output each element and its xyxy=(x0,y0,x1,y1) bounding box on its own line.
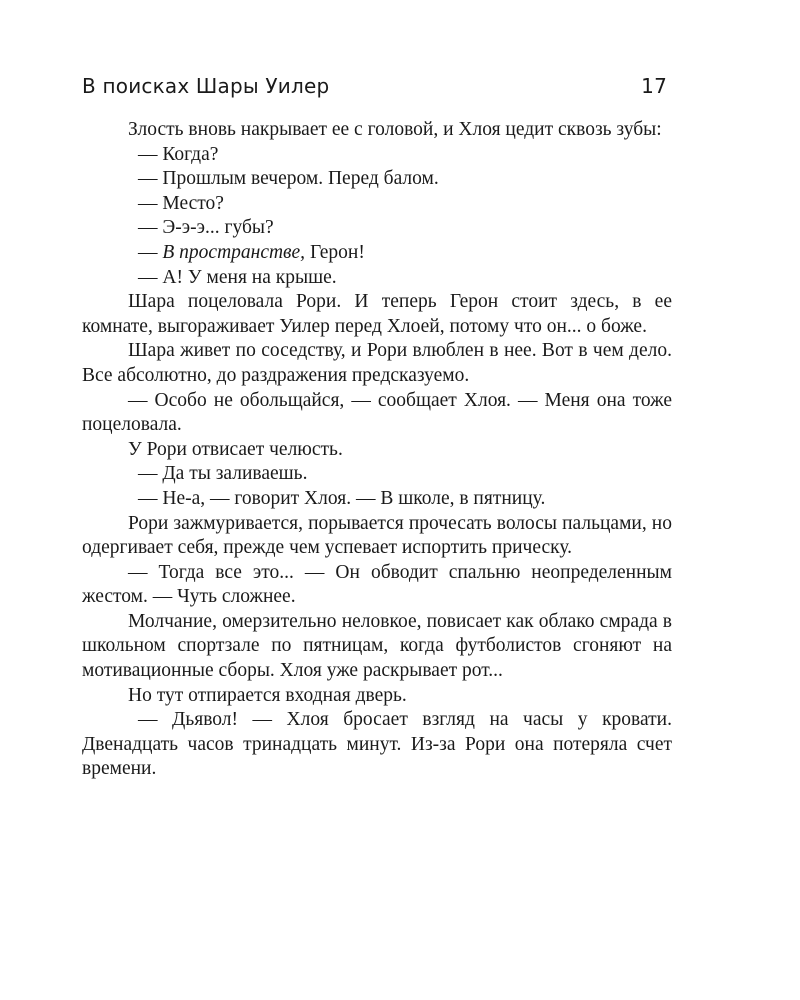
dialogue-line: — Не-а, — говорит Хлоя. — В школе, в пятницу. xyxy=(138,487,546,509)
paragraph: Шара живет по соседству, и Рори влюблен в нее. Вот в чем дело. Все абсолютно, до раздражения предсказуемо. xyxy=(82,340,672,386)
dialogue-dash: — xyxy=(138,241,163,263)
italic-phrase: В пространстве, xyxy=(162,241,306,263)
paragraph: Рори зажмуривается, порывается прочесать волосы пальцами, но одергивает себя, прежде чем успевает испортить прическу. xyxy=(82,512,672,559)
paragraph: Шара поцеловала Рори. И теперь Герон стоит здесь, в ее комнате, выгораживает Уилер перед Хлоей, потому что он... о боже. xyxy=(82,291,672,337)
dialogue-line xyxy=(82,241,672,266)
paragraph: Молчание, омерзительно неловкое, повисает как облако смрада в школьном спортзале по пятницам, когда футболистов сгоняют на мотивационные сборы. Хлоя уже раскрывает рот... xyxy=(82,610,672,682)
dialogue-tail: Герон! xyxy=(305,241,365,263)
dialogue-line: — Прошлым вечером. Перед балом. xyxy=(138,168,439,190)
paragraph: Но тут отпирается входная дверь. xyxy=(128,684,407,706)
page-number: 17 xyxy=(641,74,667,98)
dialogue-line: — Место? xyxy=(138,192,224,214)
paragraph: У Рори отвисает челюсть. xyxy=(128,438,343,460)
dialogue-line: — Когда? xyxy=(138,143,219,165)
dialogue-line: — Э-э-э... губы? xyxy=(138,217,274,239)
dialogue-line: — Особо не обольщайся, — сообщает Хлоя. — Меня она тоже поцеловала. xyxy=(82,389,672,436)
dialogue-line: — А! У меня на крыше. xyxy=(138,266,337,288)
dialogue-line: — Тогда все это... — Он обводит спальню неопределенным жестом. — Чуть сложнее. xyxy=(82,561,672,608)
body-text xyxy=(82,118,672,782)
dialogue-line: — Дьявол! — Хлоя бросает взгляд на часы у кровати. Двенадцать часов тринадцать минут. Из-за Рори она потеряла счет времени. xyxy=(82,709,672,780)
paragraph: Злость вновь накрывает ее с головой, и Хлоя цедит сквозь зубы: xyxy=(128,119,662,140)
dialogue-line: — Да ты заливаешь. xyxy=(138,463,308,485)
running-header xyxy=(82,70,667,104)
book-title: В поисках Шары Уилер xyxy=(82,74,330,98)
